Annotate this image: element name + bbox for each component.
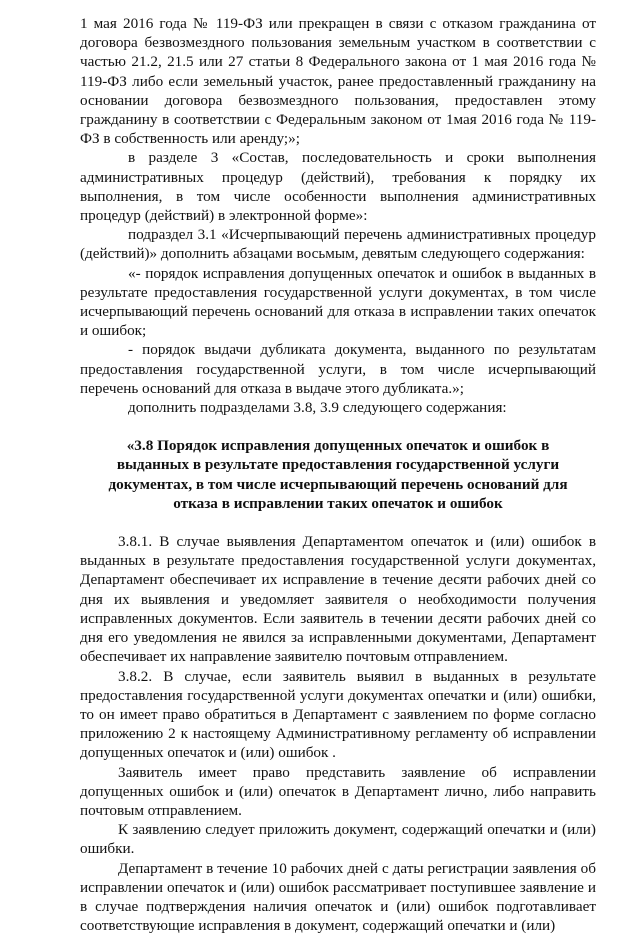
paragraph-add-subsections: дополнить подразделами 3.8, 3.9 следующего содержания: (128, 399, 507, 417)
paragraph-section-3: в разделе 3 «Состав, последовательность и сроки выполнения административных процедур (действий), требования к порядку их выполнения, в том числе особенности выполнения административных процедур (действий) в электронной форме»: (80, 149, 596, 225)
document-page (80, 14, 596, 935)
paragraph-attachment: К заявлению следует приложить документ, содержащий опечатки и (или) ошибки. (80, 821, 596, 858)
section-heading-3-8: «3.8 Порядок исправления допущенных опечаток и ошибок в выданных в результате предоставления государственной услуги документах, в том числе исчерпывающий перечень оснований для отказа в исправлении таких опечаток и ошибок (108, 437, 568, 512)
paragraph-applicant-right: Заявитель имеет право представить заявление об исправлении допущенных ошибок и (или) опечаток в Департамент лично, либо направить почтовым отправлением. (80, 763, 596, 819)
paragraph-3-8-1: 3.8.1. В случае выявления Департаментом опечаток и (или) ошибок в выданных в результате предоставления государственной услуги документах, Департамент обеспечивает их исправление в течение десяти рабочих дней со дня их выявления и уведомляет заявителя о необходимости получения исправленных документов. Если заявитель в течении десяти рабочих дней со дня его уведомления не явился за исправленными документами, Департамент обеспечивает их направление заявителю почтовым отправлением. (80, 533, 596, 666)
paragraph-3-8-2: 3.8.2. В случае, если заявитель выявил в выданных в результате предоставления государственной услуги документах опечатки и (или) ошибки, то он имеет право обратиться в Департамент с заявлением по форме согласно приложению 2 к настоящему Административному регламенту об исправлении допущенных опечаток и (или) ошибок . (80, 667, 596, 762)
paragraph-department-review: Департамент в течение 10 рабочих дней с даты регистрации заявления об исправлении опечаток и (или) ошибок рассматривает поступившее заявление и в случае подтверждения наличия опечаток и (или) ошибок подготавливает соответствующие исправления в документ, содержащий опечатки и (или) (80, 859, 596, 935)
paragraph-subsection-3-1: подраздел 3.1 «Исчерпывающий перечень административных процедур (действий)» дополнить абзацами восьмым, девятым следующего содержания: (80, 226, 596, 263)
paragraph-continuation: 1 мая 2016 года № 119-ФЗ или прекращен в связи с отказом гражданина от договора безвозмездного пользования земельным участком в соответствии с частью 21.2, 21.5 или 27 статьи 8 Федерального закона от 1 мая 2016 года № 119-ФЗ либо если земельный участок, ранее предоставленный гражданину на основании договора безвозмездного пользования, предоставлен этому гражданину в соответствии с Федеральным законом от 1мая 2016 года № 119-ФЗ в собственность или аренду;»; (80, 15, 596, 148)
paragraph-list-item-2: - порядок выдачи дубликата документа, выданного по результатам предоставления государственной услуги, в том числе исчерпывающий перечень оснований для отказа в выдаче этого дубликата.»; (80, 341, 596, 397)
paragraph-list-item-1: «- порядок исправления допущенных опечаток и ошибок в выданных в результате предоставления государственной услуги документах, в том числе исчерпывающий перечень оснований для отказа в исправлении таких опечаток и ошибок; (80, 264, 596, 340)
